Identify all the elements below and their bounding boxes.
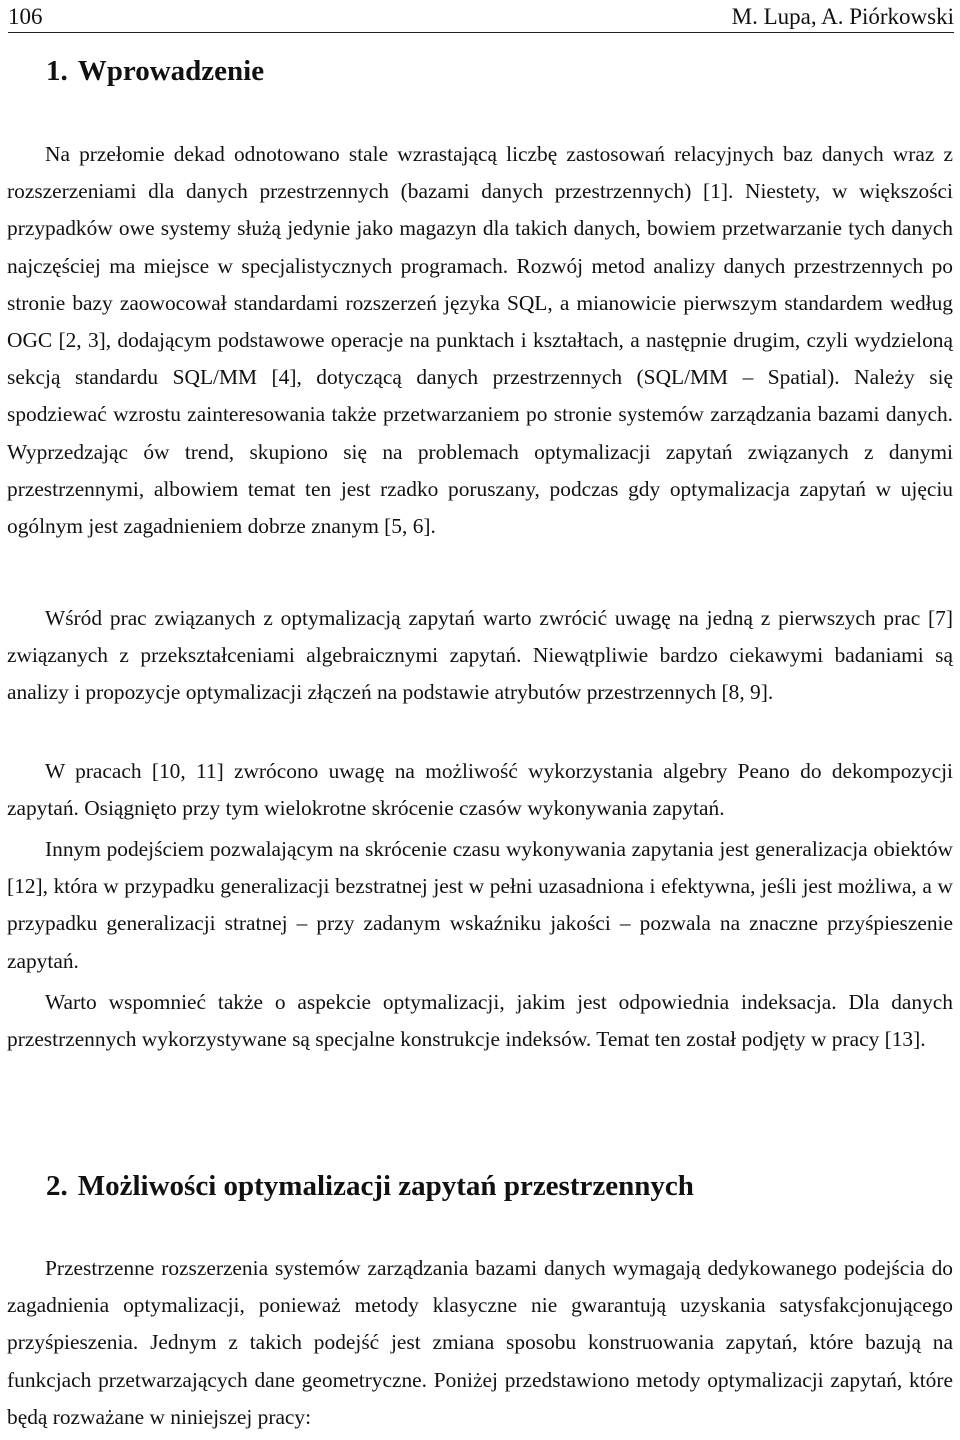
running-header — [8, 2, 954, 33]
section-1-paragraph-1: Na przełomie dekad odnotowano stale wzrastającą liczbę zastosowań relacyjnych baz danych wraz z rozszerzeniami dla danych przestrzennych (bazami danych przestrzennych) [1]. Niestety, w większości przypadków owe systemy służą jedynie jako magazyn dla takich danych, bowiem przetwarzanie tych danych najczęściej ma miejsce w specjalistycznych programach. Rozwój metod analizy danych przestrzennych po stronie bazy zaowocował standardami rozszerzeń języka SQL, a mianowicie pierwszym standardem według OGC [2, 3], dodającym podstawowe operacje na punktach i kształtach, a następnie drugim, czyli wydzieloną sekcją standardu SQL/MM [4], dotyczącą danych przestrzennych (SQL/MM – Spatial). Należy się spodziewać wzrostu zainteresowania także przetwarzaniem po stronie systemów zarządzania bazami danych. Wyprzedzając ów trend, skupiono się na problemach optymalizacji zapytań związanych z danymi przestrzennymi, albowiem temat ten jest rzadko poruszany, podczas gdy optymalizacja zapytań w ujęciu ogólnym jest zagadnieniem dobrze znanym [5, 6]. — [7, 142, 953, 539]
section-2-heading — [46, 1170, 694, 1203]
section-2-number: 2. — [46, 1170, 68, 1202]
page-number: 106 — [8, 4, 43, 29]
section-2-paragraph-1: Przestrzenne rozszerzenia systemów zarządzania bazami danych wymagają dedykowanego podejścia do zagadnienia optymalizacji, ponieważ metody klasyczne nie gwarantują uzyskania satysfakcjonującego przyśpieszenia. Jednym z takich podejść jest zmiana sposobu konstruowania zapytań, które bazują na funkcjach przetwarzających dane geometryczne. Poniżej przedstawiono metody optymalizacji zapytań, które będą rozważane w niniejszej pracy: — [7, 1256, 953, 1429]
section-1-paragraph-2: Wśród prac związanych z optymalizacją zapytań warto zwrócić uwagę na jedną z pierwszych prac [7] związanych z przekształceniami algebraicznymi zapytań. Niewątpliwie bardzo ciekawymi badaniami są analizy i propozycje optymalizacji złączeń na podstawie atrybutów przestrzennych [8, 9]. — [7, 606, 953, 705]
section-1-heading — [46, 55, 264, 88]
running-head-authors: M. Lupa, A. Piórkowski — [731, 4, 954, 29]
section-2-title: Możliwości optymalizacji zapytań przestrzennych — [77, 1170, 694, 1202]
section-1-paragraph-3: W pracach [10, 11] zwrócono uwagę na możliwość wykorzystania algebry Peano do dekompozycji zapytań. Osiągnięto przy tym wielokrotne skrócenie czasów wykonywania zapytań. — [7, 759, 953, 821]
section-1-title: Wprowadzenie — [77, 55, 265, 87]
section-1-paragraph-4: Innym podejściem pozwalającym na skrócenie czasu wykonywania zapytania jest generalizacja obiektów [12], która w przypadku generalizacji bezstratnej jest w pełni uzasadniona i efektywna, jeśli jest możliwa, a w przypadku generalizacji stratnej – przy zadanym wskaźniku jakości – pozwala na znaczne przyśpieszenie zapytań. — [7, 837, 953, 973]
section-1-paragraph-5: Warto wspomnieć także o aspekcie optymalizacji, jakim jest odpowiednia indeksacja. Dla danych przestrzennych wykorzystywane są specjalne konstrukcje indeksów. Temat ten został podjęty w pracy [13]. — [7, 990, 953, 1052]
section-1-number: 1. — [46, 55, 68, 87]
